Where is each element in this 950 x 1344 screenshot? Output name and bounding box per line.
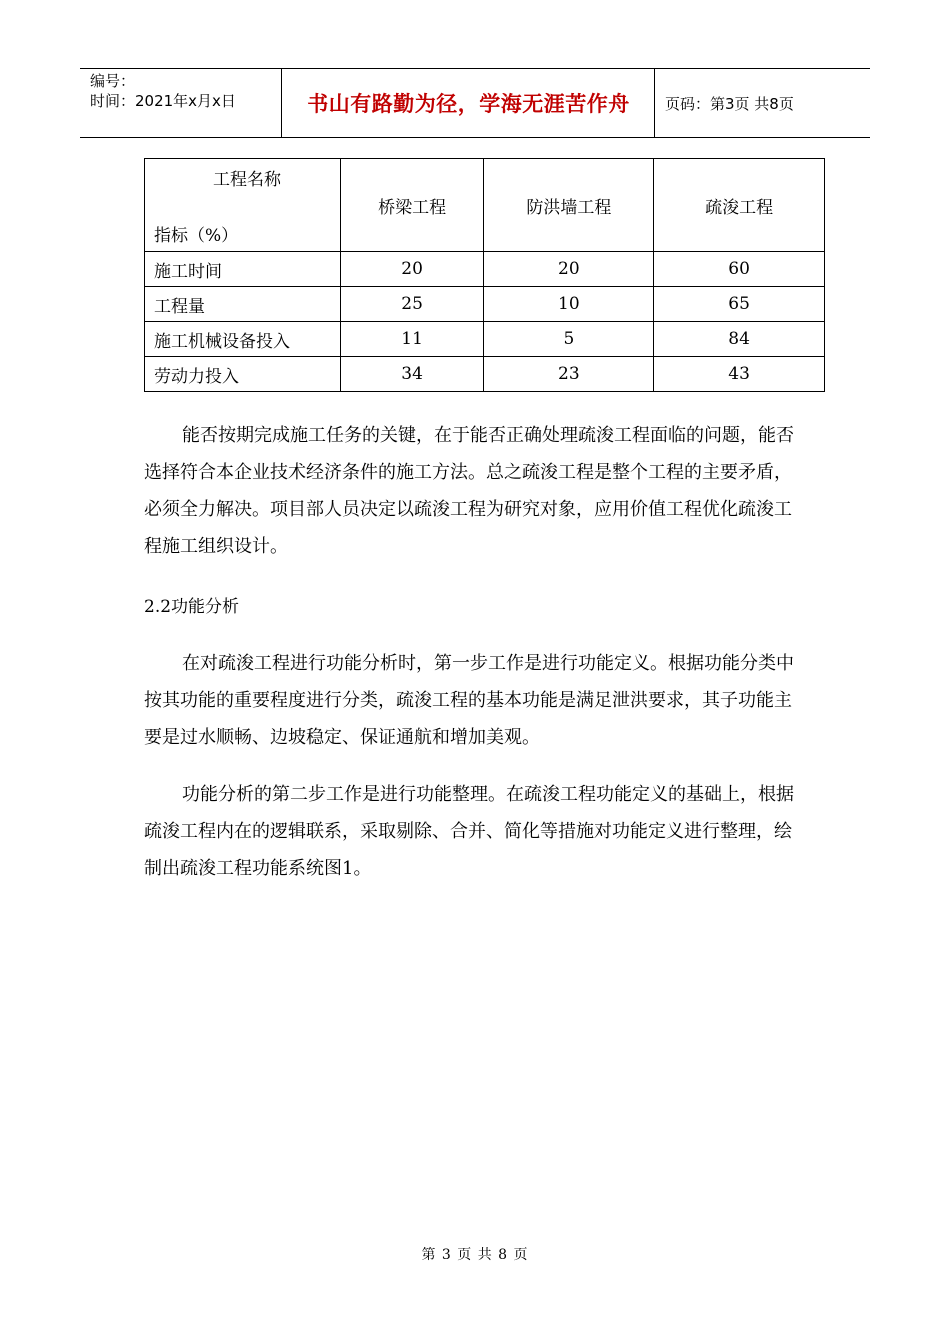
paragraph [144, 417, 804, 565]
doc-number-label: 编号： [90, 72, 136, 90]
corner-top-label: 工程名称 [213, 170, 281, 190]
table-cell: 65 [654, 287, 825, 322]
row-label: 工程量 [145, 287, 341, 322]
header-meta [90, 71, 236, 111]
table-corner-cell [145, 159, 341, 252]
page-header [80, 68, 870, 138]
table-cell: 60 [654, 252, 825, 287]
paragraph [144, 645, 804, 756]
table-header-row [145, 159, 825, 252]
row-label: 施工机械设备投入 [145, 322, 341, 357]
paragraph [144, 776, 804, 887]
header-page-code: 页码：第3页 共8页 [665, 94, 794, 113]
table-row [145, 322, 825, 357]
table-cell: 20 [340, 252, 484, 287]
table-cell: 23 [484, 357, 654, 392]
row-label: 劳动力投入 [145, 357, 341, 392]
column-header: 疏浚工程 [654, 159, 825, 252]
paragraph-text: 功能分析的第二步工作是进行功能整理。在疏浚工程功能定义的基础上，根据疏浚工程内在的逻辑联系，采取剔除、合并、简化等措施对功能定义进行整理，绘制出疏浚工程功能系统图1。 [144, 784, 794, 879]
table-cell: 5 [484, 322, 654, 357]
table-cell: 43 [654, 357, 825, 392]
row-label: 施工时间 [145, 252, 341, 287]
table-row [145, 252, 825, 287]
page-footer: 第 3 页 共 8 页 [421, 1247, 529, 1263]
indicator-table [144, 158, 825, 392]
table-cell: 20 [484, 252, 654, 287]
column-header: 桥梁工程 [340, 159, 484, 252]
paragraph-text: 在对疏浚工程进行功能分析时，第一步工作是进行功能定义。根据功能分类中按其功能的重要程度进行分类，疏浚工程的基本功能是满足泄洪要求，其子功能主要是过水顺畅、边坡稳定、保证通航和增加美观。 [144, 653, 794, 748]
corner-bottom-label: 指标（%） [154, 226, 239, 246]
section-heading: 2.2功能分析 [144, 597, 240, 617]
table-cell: 25 [340, 287, 484, 322]
table-cell: 34 [340, 357, 484, 392]
table-cell: 11 [340, 322, 484, 357]
table-row [145, 357, 825, 392]
table-cell: 84 [654, 322, 825, 357]
doc-date: 时间：2021年x月x日 [90, 92, 236, 110]
column-header: 防洪墙工程 [484, 159, 654, 252]
table-cell: 10 [484, 287, 654, 322]
table-row [145, 287, 825, 322]
header-motto: 书山有路勤为径，学海无涯苦作舟 [307, 92, 630, 116]
paragraph-text: 能否按期完成施工任务的关键，在于能否正确处理疏浚工程面临的问题，能否选择符合本企业技术经济条件的施工方法。总之疏浚工程是整个工程的主要矛盾，必须全力解决。项目部人员决定以疏浚工程为研究对象，应用价值工程优化疏浚工程施工组织设计。 [144, 425, 794, 557]
